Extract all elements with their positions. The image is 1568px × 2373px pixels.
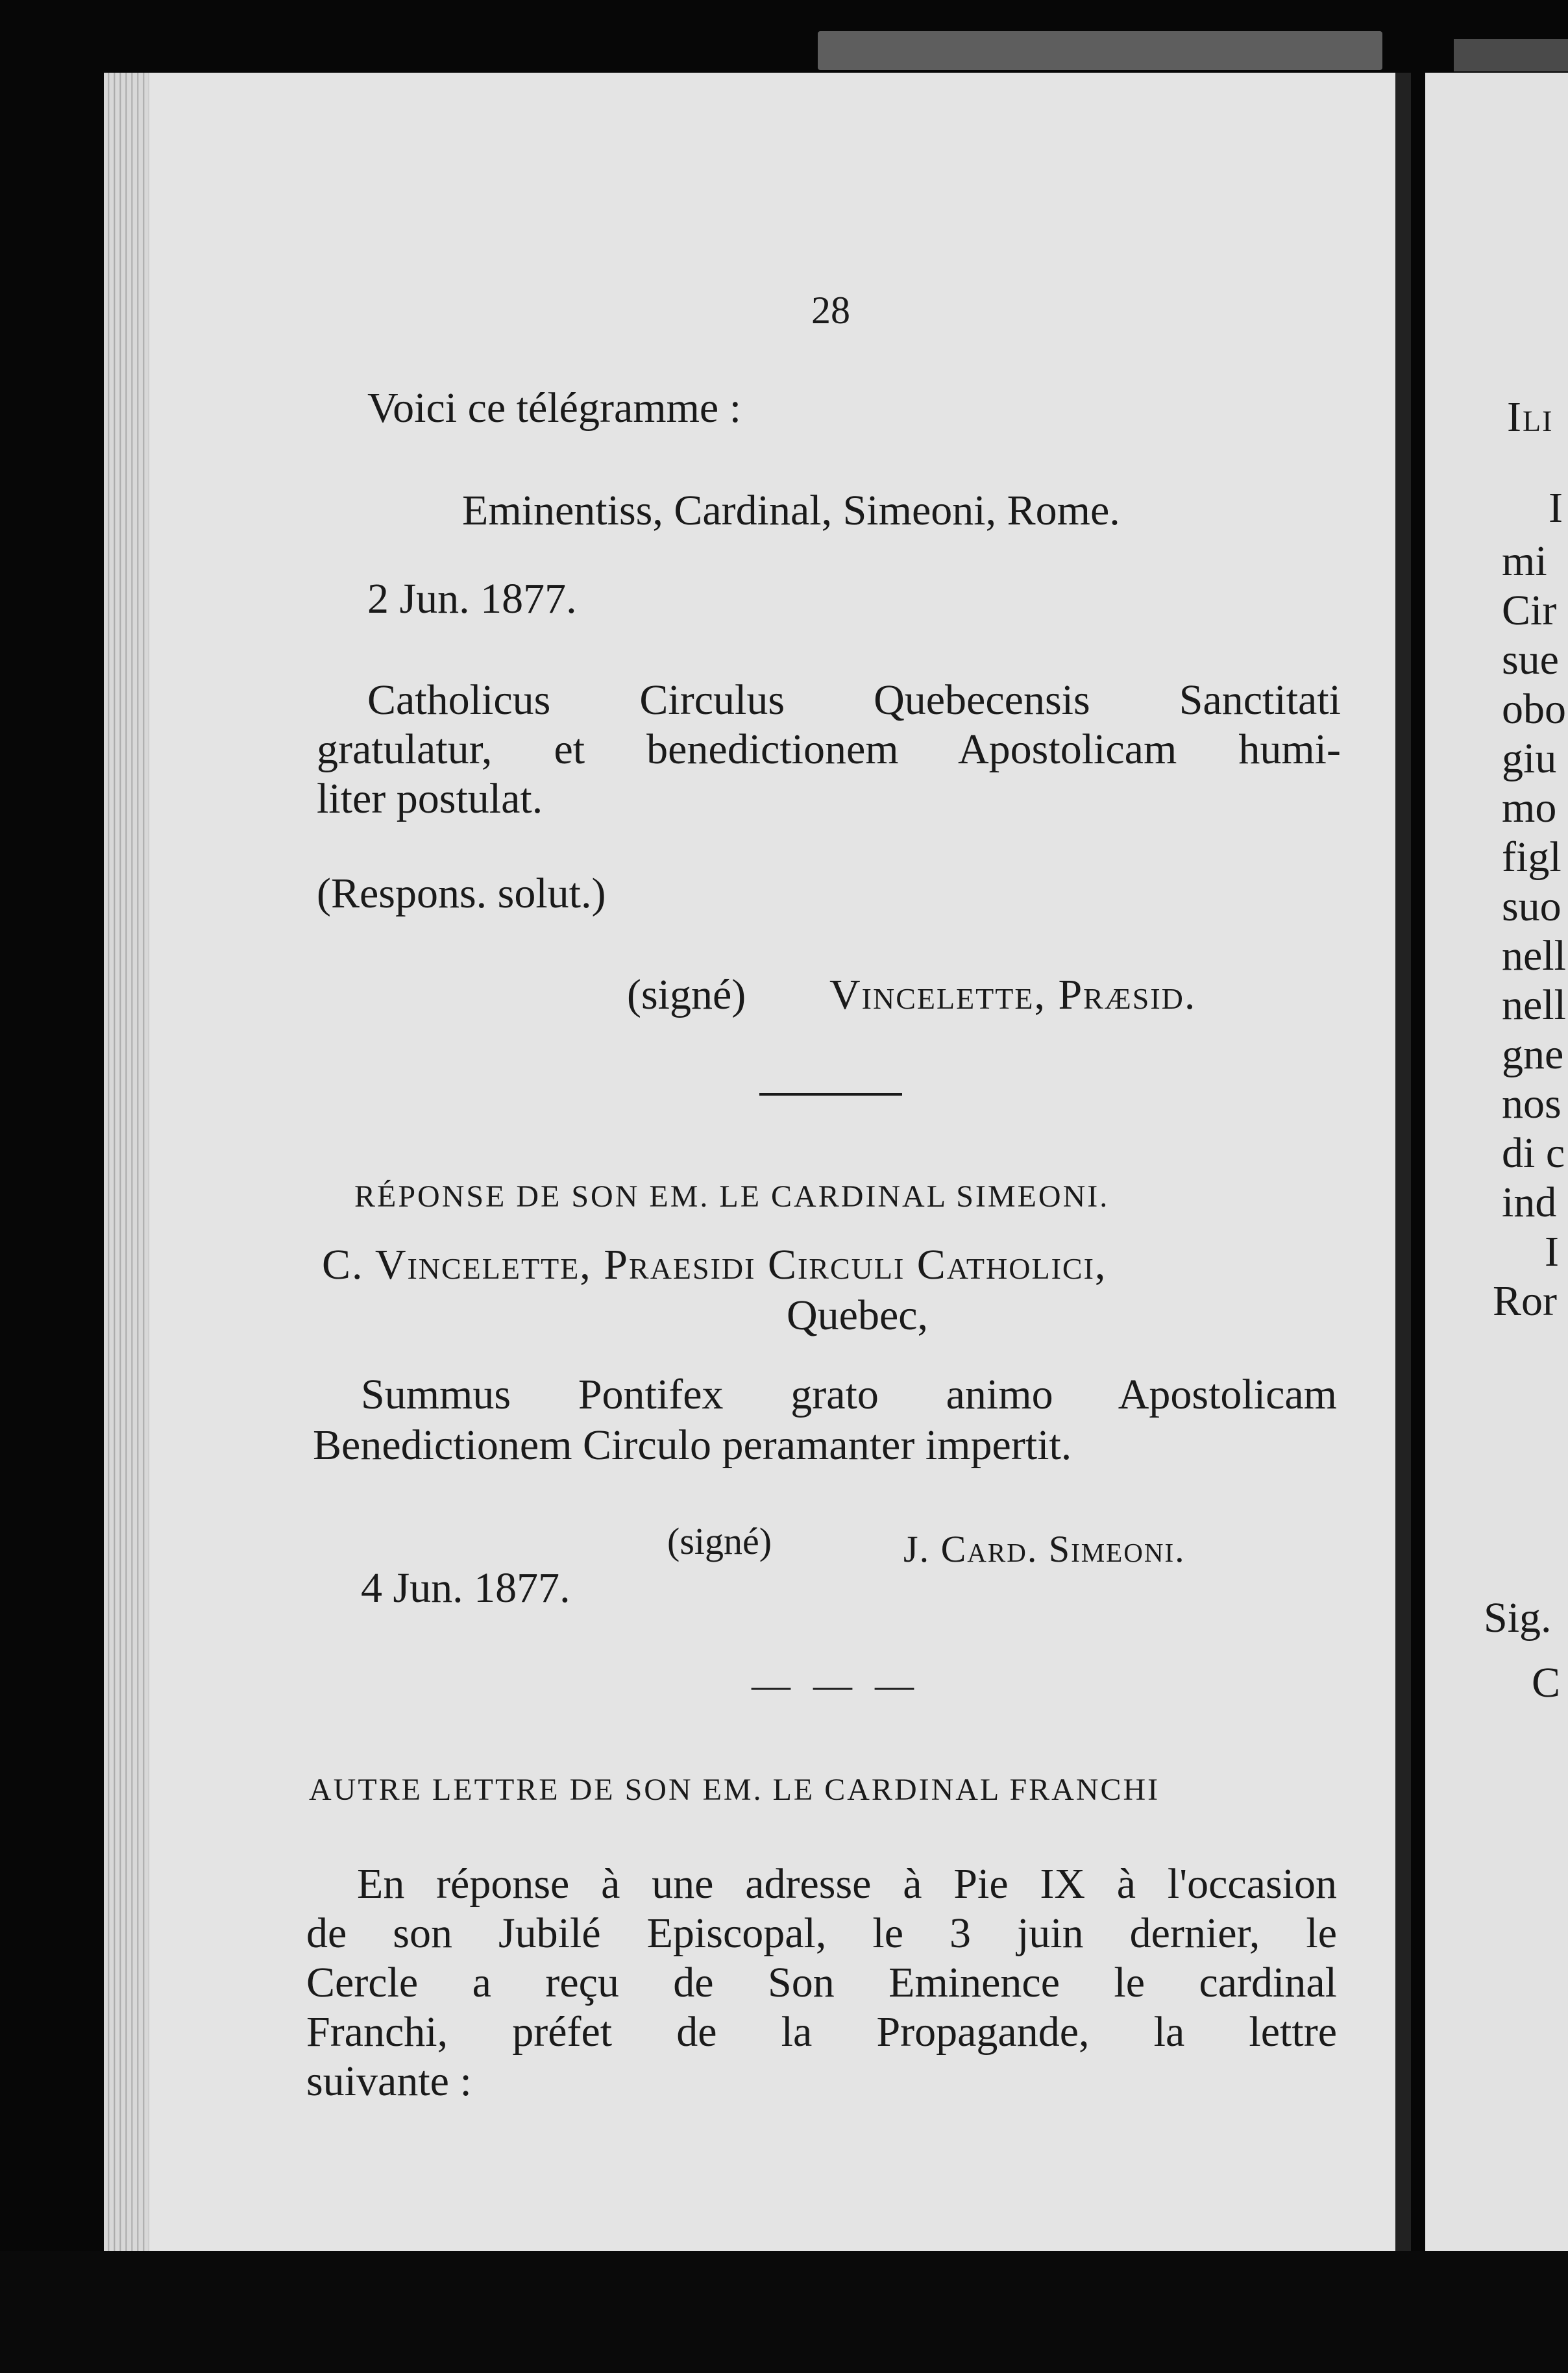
telegram-body-line: liter postulat. xyxy=(317,775,543,822)
facing-page-fragment: sue xyxy=(1502,636,1559,683)
facing-page-fragment: di c xyxy=(1502,1129,1565,1177)
reply-body-line: Summus Pontifex grato animo Apostolicam xyxy=(361,1371,1337,1418)
telegram-body-line: gratulatur, et benedictionem Apostolicam humi- xyxy=(317,726,1341,773)
facing-page-fragment: nell xyxy=(1502,981,1566,1029)
reply-body-line: Benedictionem Circulo peramanter impertit. xyxy=(313,1421,1072,1469)
book-edge xyxy=(818,31,1382,70)
facing-page-fragment: giu xyxy=(1502,735,1557,782)
facing-page-fragment: nos xyxy=(1502,1080,1562,1127)
section-divider xyxy=(759,1093,902,1096)
facing-page-fragment: mi xyxy=(1502,537,1547,585)
facing-page-fragment: nell xyxy=(1502,932,1566,979)
facing-page-fragment: figl xyxy=(1502,833,1562,881)
book-gutter xyxy=(1395,73,1411,2251)
facing-page-fragment: mo xyxy=(1502,784,1557,831)
facing-page-fragment: Sig. xyxy=(1484,1594,1552,1641)
telegram-intro: Voici ce télégramme : xyxy=(367,384,742,432)
reply-date: 4 Jun. 1877. xyxy=(361,1564,570,1612)
facing-page-fragment: suo xyxy=(1502,883,1562,930)
letter-intro-line: de son Jubilé Episcopal, le 3 juin dernier, le xyxy=(306,1910,1337,1957)
facing-page-fragment: Ror xyxy=(1493,1277,1557,1325)
signed-label: (signé) xyxy=(667,1520,772,1562)
signed-label: (signé) xyxy=(627,971,746,1018)
page-leaves-edge xyxy=(104,73,149,2251)
reply-signer: J. Card. Simeoni. xyxy=(903,1528,1186,1570)
facing-page-fragment: obo xyxy=(1502,685,1566,733)
reply-address-line: C. Vincelette, Praesidi Circuli Catholici, xyxy=(322,1241,1107,1288)
facing-page-fragment: I xyxy=(1545,1228,1559,1275)
section-heading: RÉPONSE DE SON EM. LE CARDINAL SIMEONI. xyxy=(354,1179,1110,1214)
facing-page-fragment: Cir xyxy=(1502,587,1557,634)
section-heading: AUTRE LETTRE DE SON EM. LE CARDINAL FRANCHI xyxy=(309,1773,1160,1807)
book-edge xyxy=(1454,39,1568,71)
letter-intro-line: En réponse à une adresse à Pie IX à l'occasion xyxy=(357,1860,1337,1908)
section-divider: — — — xyxy=(752,1664,920,1706)
facing-page-fragment: C xyxy=(1532,1659,1561,1706)
facing-page-fragment: Ili xyxy=(1507,393,1554,441)
telegram-signer: Vincelette, Præsid. xyxy=(829,971,1197,1018)
facing-page-fragment: gne xyxy=(1502,1031,1564,1078)
facing-page-fragment: I xyxy=(1549,484,1563,532)
telegram-date: 2 Jun. 1877. xyxy=(367,575,577,622)
letter-intro-line: Cercle a reçu de Son Eminence le cardinal xyxy=(306,1959,1337,2006)
letter-intro-line: suivante : xyxy=(306,2058,472,2105)
letter-intro-line: Franchi, préfet de la Propagande, la lettre xyxy=(306,2008,1337,2056)
telegram-respons: (Respons. solut.) xyxy=(317,870,606,917)
telegram-address: Eminentiss, Cardinal, Simeoni, Rome. xyxy=(462,487,1120,534)
page-number: 28 xyxy=(811,289,850,332)
telegram-body-line: Catholicus Circulus Quebecensis Sanctitati xyxy=(367,676,1341,724)
reply-address-line: Quebec, xyxy=(787,1292,929,1339)
scan-bottom-edge xyxy=(0,2251,1568,2373)
facing-page-fragment: ind xyxy=(1502,1179,1557,1226)
